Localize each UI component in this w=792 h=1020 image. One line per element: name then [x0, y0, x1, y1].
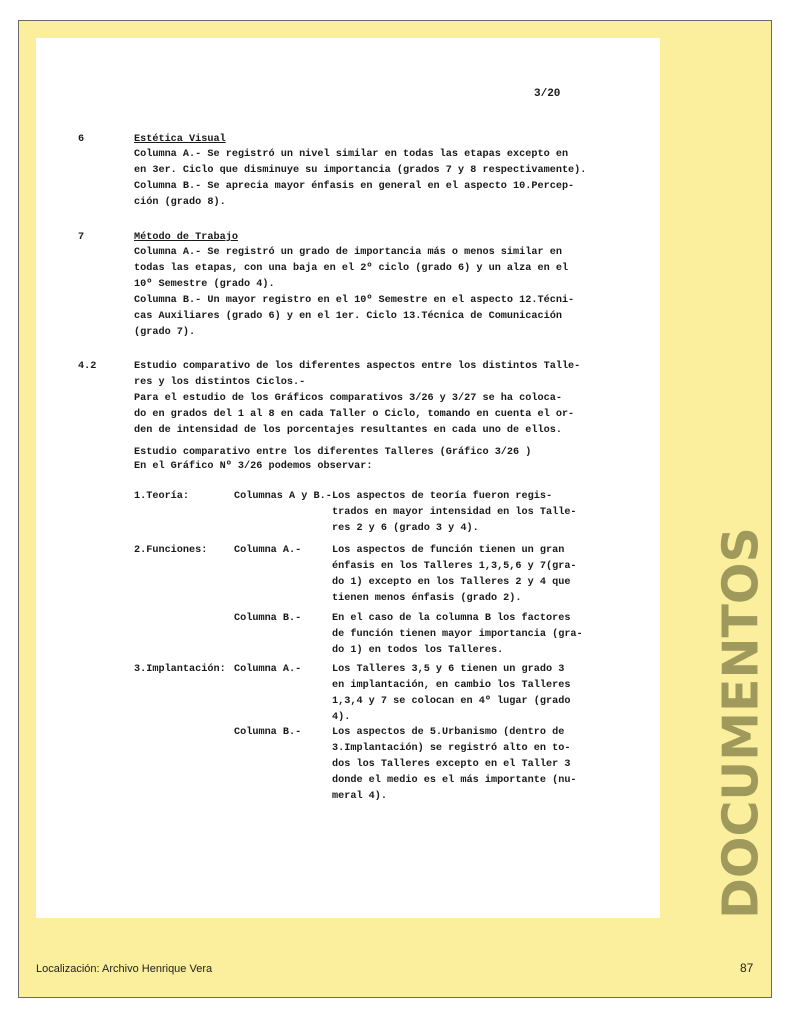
- document-line: todas las etapas, con una baja en el 2º ciclo (grado 6) y un alza en el: [134, 263, 569, 274]
- document-line: Columna A.- Se registró un grado de importancia más o menos similar en: [134, 247, 562, 258]
- document-line: Los aspectos de 5.Urbanismo (dentro de: [332, 727, 565, 738]
- document-line: 4.2: [78, 361, 97, 372]
- document-line: Columnas A y B.-: [234, 491, 332, 502]
- document-line: Columna A.-: [234, 664, 302, 675]
- document-line: dos los Talleres excepto en el Taller 3: [332, 759, 571, 770]
- document-line: res 2 y 6 (grado 3 y 4).: [332, 523, 479, 534]
- document-line: do 1) excepto en los Talleres 2 y 4 que: [332, 577, 571, 588]
- document-line: trados en mayor intensidad en los Talle-: [332, 507, 577, 518]
- document-line: 10º Semestre (grado 4).: [134, 279, 275, 290]
- document-line: Los aspectos de función tienen un gran: [332, 545, 565, 556]
- document-line: Columna A.-: [234, 545, 302, 556]
- document-line: Para el estudio de los Gráficos comparativos 3/26 y 3/27 se ha coloca-: [134, 393, 562, 404]
- document-line: En el caso de la columna B los factores: [332, 613, 571, 624]
- footer-page-number: 87: [740, 961, 754, 975]
- document-line: en implantación, en cambio los Talleres: [332, 680, 571, 691]
- document-line: 1,3,4 y 7 se colocan en 4º lugar (grado: [332, 696, 571, 707]
- document-line: énfasis en los Talleres 1,3,5,6 y 7(gra-: [332, 561, 577, 572]
- document-line: Los Talleres 3,5 y 6 tienen un grado 3: [332, 664, 565, 675]
- document-line: Estudio comparativo entre los diferentes Talleres (Gráfico 3/26 ): [134, 447, 532, 458]
- document-line: Columna B.- Un mayor registro en el 10º Semestre en el aspecto 12.Técni-: [134, 295, 575, 306]
- document-line: 4).: [332, 712, 351, 723]
- document-line: meral 4).: [332, 791, 388, 802]
- side-title-text: DOCUMENTOS: [712, 527, 770, 919]
- document-line: donde el medio es el más importante (nu-: [332, 775, 577, 786]
- document-line: tienen menos énfasis (grado 2).: [332, 593, 522, 604]
- document-line: (grado 7).: [134, 327, 196, 338]
- document-line: cas Auxiliares (grado 6) y en el 1er. Ciclo 13.Técnica de Comunicación: [134, 311, 562, 322]
- document-line: de función tienen mayor importancia (gra-: [332, 629, 583, 640]
- document-line: do en grados del 1 al 8 en cada Taller o Ciclo, tomando en cuenta el or-: [134, 409, 575, 420]
- document-line: 1.Teoría:: [134, 491, 190, 502]
- scanned-document: [36, 38, 660, 918]
- document-line: 2.Funciones:: [134, 545, 208, 556]
- document-line: ción (grado 8).: [134, 197, 226, 208]
- document-line: Estudio comparativo de los diferentes aspectos entre los distintos Talle-: [134, 361, 581, 372]
- document-line: den de intensidad de los porcentajes resultantes en cada uno de ellos.: [134, 425, 562, 436]
- document-line: Método de Trabajo: [134, 232, 238, 243]
- document-line: en 3er. Ciclo que disminuye su importancia (grados 7 y 8 respectivamente).: [134, 165, 587, 176]
- document-line: Columna B.- Se aprecia mayor énfasis en general en el aspecto 10.Percep-: [134, 181, 575, 192]
- document-line: Los aspectos de teoría fueron regis-: [332, 491, 553, 502]
- document-line: 6: [78, 134, 85, 145]
- document-line: 3.Implantación:: [134, 664, 226, 675]
- document-line: res y los distintos Ciclos.-: [134, 377, 306, 388]
- document-line: Columna A.- Se registró un nivel similar en todas las etapas excepto en: [134, 149, 569, 160]
- document-line: Columna B.-: [234, 613, 302, 624]
- section-side-title: [712, 527, 770, 919]
- document-line: do 1) en todos los Talleres.: [332, 645, 504, 656]
- document-line: 7: [78, 232, 85, 243]
- document-line: Estética Visual: [134, 134, 226, 145]
- document-line: En el Gráfico Nº 3/26 podemos observar:: [134, 461, 373, 472]
- footer-source: Localización: Archivo Henrique Vera: [36, 963, 213, 975]
- document-line: 3.Implantación) se registró alto en to-: [332, 743, 571, 754]
- document-line: Columna B.-: [234, 727, 302, 738]
- document-page-number: 3/20: [534, 88, 561, 100]
